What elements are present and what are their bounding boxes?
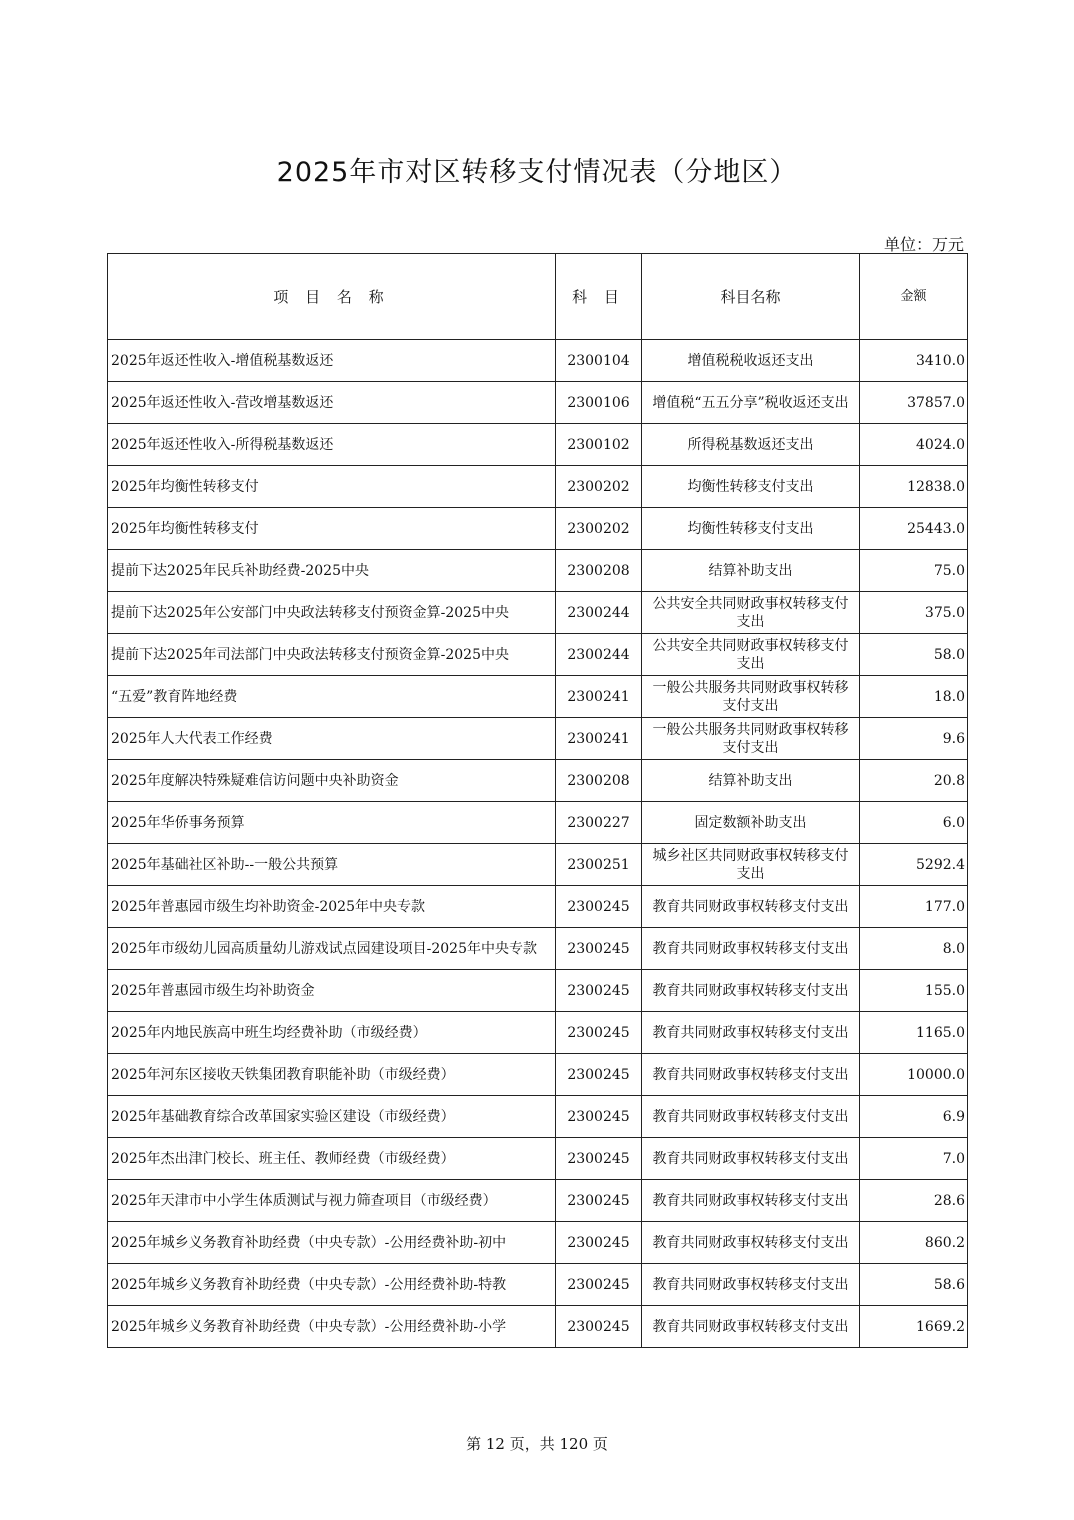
row-subject-name: 所得税基数返还支出 (642, 424, 860, 466)
row-project-name: 2025年城乡义务教育补助经费（中央专款）-公用经费补助-初中 (108, 1222, 556, 1264)
row-subject-name: 结算补助支出 (642, 760, 860, 802)
row-amount: 1165.0 (860, 1012, 968, 1054)
row-subject-name: 教育共同财政事权转移支付支出 (642, 1138, 860, 1180)
table-row (108, 340, 968, 382)
row-subject-name: 公共安全共同财政事权转移支付支出 (642, 634, 860, 676)
row-project-name: 提前下达2025年公安部门中央政法转移支付预资金算-2025中央 (108, 592, 556, 634)
row-subject-code: 2300208 (556, 760, 642, 802)
row-subject-name: 增值税税收返还支出 (642, 340, 860, 382)
unit-label: 单位：万元 (883, 235, 964, 254)
table-row (108, 1222, 968, 1264)
row-subject-code: 2300245 (556, 1306, 642, 1348)
page-footer: 第 12 页，共 120 页 (466, 1435, 608, 1453)
table-row (108, 634, 968, 676)
row-subject-name: 一般公共服务共同财政事权转移支付支出 (642, 676, 860, 718)
row-subject-name: 增值税“五五分享”税收返还支出 (642, 382, 860, 424)
row-subject-name: 均衡性转移支付支出 (642, 466, 860, 508)
header-amount: 金额 (860, 254, 968, 340)
row-amount: 177.0 (860, 886, 968, 928)
row-subject-name: 教育共同财政事权转移支付支出 (642, 1264, 860, 1306)
row-amount: 6.0 (860, 802, 968, 844)
row-amount: 10000.0 (860, 1054, 968, 1096)
row-subject-code: 2300245 (556, 1180, 642, 1222)
table-row (108, 1096, 968, 1138)
row-subject-name: 教育共同财政事权转移支付支出 (642, 1096, 860, 1138)
row-project-name: 提前下达2025年民兵补助经费-2025中央 (108, 550, 556, 592)
row-project-name: 2025年城乡义务教育补助经费（中央专款）-公用经费补助-特教 (108, 1264, 556, 1306)
row-amount: 6.9 (860, 1096, 968, 1138)
row-project-name: 2025年均衡性转移支付 (108, 466, 556, 508)
table-row (108, 550, 968, 592)
row-subject-code: 2300227 (556, 802, 642, 844)
row-amount: 28.6 (860, 1180, 968, 1222)
row-subject-code: 2300245 (556, 1222, 642, 1264)
header-subject: 科 目 (556, 254, 642, 340)
row-amount: 9.6 (860, 718, 968, 760)
row-amount: 7.0 (860, 1138, 968, 1180)
table-row (108, 970, 968, 1012)
row-amount: 75.0 (860, 550, 968, 592)
row-project-name: 2025年普惠园市级生均补助资金-2025年中央专款 (108, 886, 556, 928)
row-project-name: 2025年河东区接收天铁集团教育职能补助（市级经费） (108, 1054, 556, 1096)
row-amount: 18.0 (860, 676, 968, 718)
row-subject-code: 2300251 (556, 844, 642, 886)
table-row (108, 718, 968, 760)
row-subject-code: 2300244 (556, 634, 642, 676)
row-subject-code: 2300106 (556, 382, 642, 424)
row-subject-code: 2300245 (556, 1264, 642, 1306)
page-title: 2025年市对区转移支付情况表（分地区） (276, 157, 798, 188)
row-amount: 155.0 (860, 970, 968, 1012)
table-body (108, 340, 968, 1348)
row-subject-code: 2300245 (556, 970, 642, 1012)
row-project-name: 2025年内地民族高中班生均经费补助（市级经费） (108, 1012, 556, 1054)
row-subject-name: 教育共同财政事权转移支付支出 (642, 886, 860, 928)
row-subject-name: 教育共同财政事权转移支付支出 (642, 1222, 860, 1264)
row-amount: 860.2 (860, 1222, 968, 1264)
row-project-name: 2025年市级幼儿园高质量幼儿游戏试点园建设项目-2025年中央专款 (108, 928, 556, 970)
row-subject-code: 2300245 (556, 1096, 642, 1138)
row-subject-code: 2300202 (556, 508, 642, 550)
table-row (108, 1012, 968, 1054)
table-row (108, 1054, 968, 1096)
row-project-name: 2025年人大代表工作经费 (108, 718, 556, 760)
row-project-name: 2025年城乡义务教育补助经费（中央专款）-公用经费补助-小学 (108, 1306, 556, 1348)
row-project-name: 2025年度解决特殊疑难信访问题中央补助资金 (108, 760, 556, 802)
row-amount: 1669.2 (860, 1306, 968, 1348)
row-amount: 20.8 (860, 760, 968, 802)
table-row (108, 424, 968, 466)
row-project-name: 2025年杰出津门校长、班主任、教师经费（市级经费） (108, 1138, 556, 1180)
table-row (108, 466, 968, 508)
table-header-row (108, 254, 968, 340)
row-project-name: 2025年基础教育综合改革国家实验区建设（市级经费） (108, 1096, 556, 1138)
row-subject-name: 教育共同财政事权转移支付支出 (642, 1306, 860, 1348)
row-amount: 8.0 (860, 928, 968, 970)
table-row (108, 1306, 968, 1348)
row-subject-name: 教育共同财政事权转移支付支出 (642, 928, 860, 970)
row-project-name: 2025年均衡性转移支付 (108, 508, 556, 550)
row-subject-code: 2300245 (556, 928, 642, 970)
row-project-name: 2025年天津市中小学生体质测试与视力筛查项目（市级经费） (108, 1180, 556, 1222)
row-amount: 58.0 (860, 634, 968, 676)
header-project-name: 项 目 名 称 (108, 254, 556, 340)
row-subject-code: 2300208 (556, 550, 642, 592)
row-amount: 58.6 (860, 1264, 968, 1306)
table-row (108, 382, 968, 424)
row-subject-code: 2300104 (556, 340, 642, 382)
table-row (108, 676, 968, 718)
table-row (108, 1180, 968, 1222)
row-project-name: 2025年返还性收入-营改增基数返还 (108, 382, 556, 424)
row-subject-code: 2300245 (556, 1012, 642, 1054)
row-project-name: 2025年返还性收入-所得税基数返还 (108, 424, 556, 466)
row-project-name: “五爱”教育阵地经费 (108, 676, 556, 718)
row-subject-name: 均衡性转移支付支出 (642, 508, 860, 550)
row-amount: 4024.0 (860, 424, 968, 466)
row-project-name: 2025年普惠园市级生均补助资金 (108, 970, 556, 1012)
table-row (108, 886, 968, 928)
row-subject-code: 2300245 (556, 1054, 642, 1096)
row-project-name: 2025年华侨事务预算 (108, 802, 556, 844)
row-subject-name: 一般公共服务共同财政事权转移支付支出 (642, 718, 860, 760)
row-subject-code: 2300245 (556, 1138, 642, 1180)
row-subject-code: 2300202 (556, 466, 642, 508)
row-subject-code: 2300102 (556, 424, 642, 466)
row-subject-name: 固定数额补助支出 (642, 802, 860, 844)
row-project-name: 提前下达2025年司法部门中央政法转移支付预资金算-2025中央 (108, 634, 556, 676)
row-amount: 5292.4 (860, 844, 968, 886)
table-row (108, 760, 968, 802)
row-subject-code: 2300244 (556, 592, 642, 634)
table-row (108, 592, 968, 634)
table-row (108, 928, 968, 970)
row-amount: 3410.0 (860, 340, 968, 382)
row-amount: 375.0 (860, 592, 968, 634)
row-subject-code: 2300241 (556, 718, 642, 760)
transfer-payment-table (107, 253, 968, 1348)
row-amount: 25443.0 (860, 508, 968, 550)
row-project-name: 2025年返还性收入-增值税基数返还 (108, 340, 556, 382)
table-row (108, 1138, 968, 1180)
row-subject-name: 教育共同财政事权转移支付支出 (642, 970, 860, 1012)
row-subject-name: 城乡社区共同财政事权转移支付支出 (642, 844, 860, 886)
row-amount: 37857.0 (860, 382, 968, 424)
row-subject-code: 2300245 (556, 886, 642, 928)
table-row (108, 844, 968, 886)
table-row (108, 508, 968, 550)
row-amount: 12838.0 (860, 466, 968, 508)
header-subject-name: 科目名称 (642, 254, 860, 340)
table-row (108, 802, 968, 844)
row-subject-name: 教育共同财政事权转移支付支出 (642, 1012, 860, 1054)
row-subject-name: 公共安全共同财政事权转移支付支出 (642, 592, 860, 634)
row-subject-name: 教育共同财政事权转移支付支出 (642, 1054, 860, 1096)
row-subject-name: 教育共同财政事权转移支付支出 (642, 1180, 860, 1222)
row-project-name: 2025年基础社区补助--一般公共预算 (108, 844, 556, 886)
table-row (108, 1264, 968, 1306)
row-subject-code: 2300241 (556, 676, 642, 718)
row-subject-name: 结算补助支出 (642, 550, 860, 592)
